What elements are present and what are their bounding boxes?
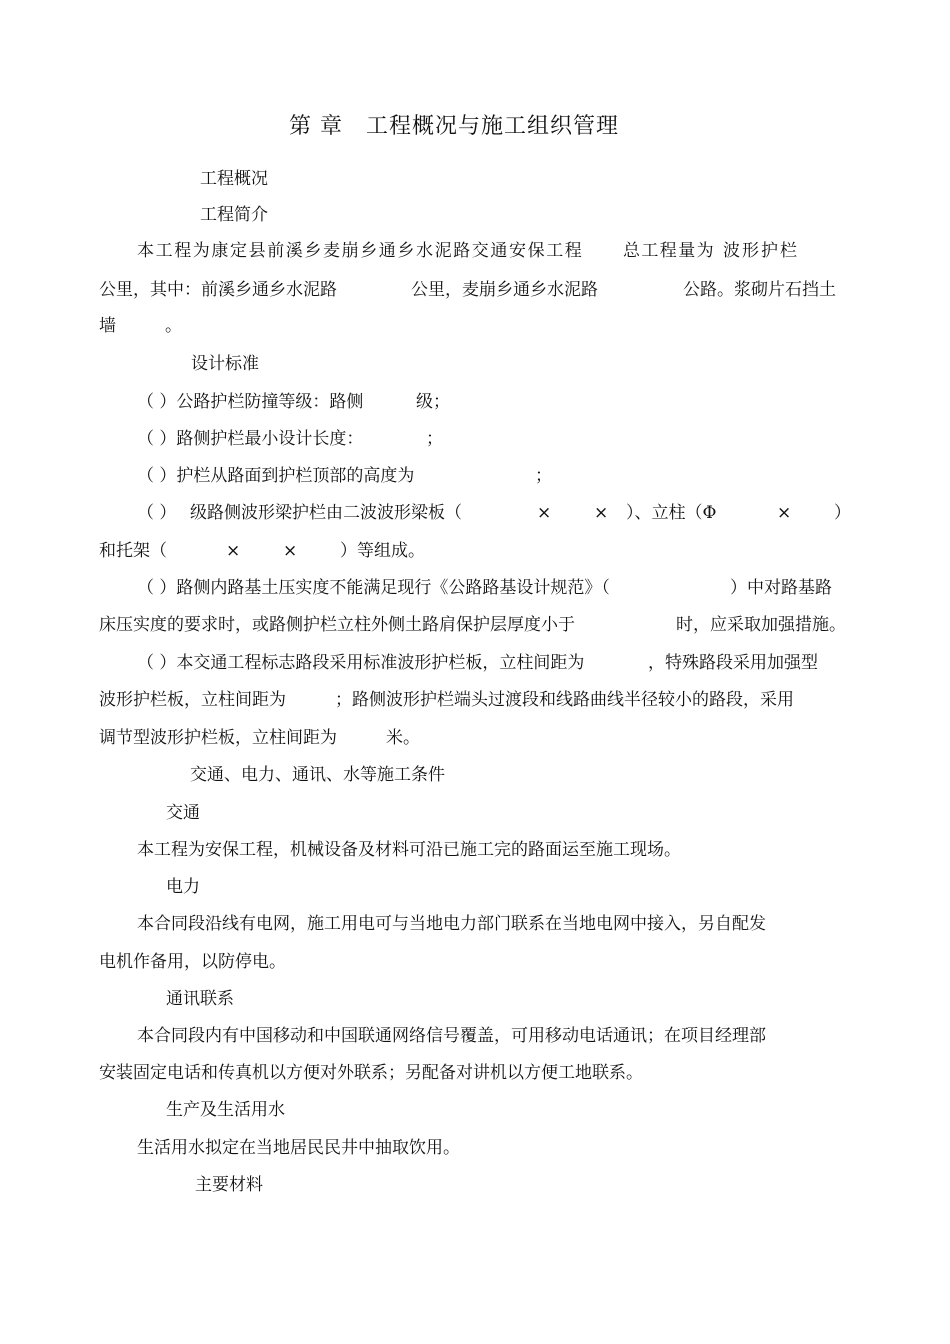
water-heading: 生产及生活用水 <box>166 1100 285 1120</box>
chapter-number: 第 章 <box>289 114 343 139</box>
standard-1-end: 级； <box>416 392 450 412</box>
overview-heading: 工程概况 <box>200 169 268 189</box>
standard-2: （ ）路侧护栏最小设计长度： <box>137 429 364 449</box>
comm-heading: 通讯联系 <box>166 989 234 1009</box>
standard-6-line-2: 波形护栏板，立柱间距为 <box>99 690 286 710</box>
standard-6-line-3-end: 米。 <box>386 728 420 748</box>
standard-4: （ ） <box>137 503 177 523</box>
page-title: 工程概况与施工组织管理 <box>366 114 620 139</box>
standard-5: （ ）路侧内路基土压实度不能满足现行《公路路基设计规范》（ <box>137 578 610 598</box>
intro-line-1a: 本工程为康定县前溪乡麦崩乡通乡水泥路交通安保工程 <box>137 241 584 261</box>
power-paragraph-line-2: 电机作备用，以防停电。 <box>99 952 286 972</box>
times-symbol: × <box>777 503 792 523</box>
times-symbol: × <box>283 541 298 561</box>
times-symbol: × <box>226 541 241 561</box>
standard-5-line-2-end: 时，应采取加强措施。 <box>676 615 846 635</box>
standard-5-line-2: 床压实度的要求时，或路侧护栏立柱外侧土路肩保护层厚度小于 <box>99 615 575 635</box>
intro-line-1b: 总工程量为 <box>623 241 715 261</box>
intro-line-3a: 墙 <box>99 316 116 336</box>
water-paragraph: 生活用水拟定在当地居民民井中抽取饮用。 <box>137 1138 460 1158</box>
intro-line-2b: 公里，麦崩乡通乡水泥路 <box>411 280 598 300</box>
comm-paragraph-line-1: 本合同段内有中国移动和中国联通网络信号覆盖，可用移动电话通讯；在项目经理部 <box>137 1026 766 1046</box>
standard-6-line-3: 调节型波形护栏板，立柱间距为 <box>99 728 337 748</box>
times-symbol: × <box>594 503 609 523</box>
comm-paragraph-line-2: 安装固定电话和传真机以方便对外联系；另配备对讲机以方便工地联系。 <box>99 1063 643 1083</box>
standards-heading: 设计标准 <box>191 354 259 374</box>
standard-4-text: 级路侧波形梁护栏由二波波形梁板（ <box>190 503 462 523</box>
standard-3-end: ； <box>535 466 552 486</box>
standard-4-tail: ）等组成。 <box>340 541 425 561</box>
intro-line-3b: 。 <box>165 316 182 336</box>
standard-6-line-2-end: ；路侧波形护栏端头过渡段和线路曲线半径较小的路段，采用 <box>335 690 794 710</box>
power-paragraph-line-1: 本合同段沿线有电网，施工用电可与当地电力部门联系在当地电网中接入，另自配发 <box>137 914 766 934</box>
standard-4-bracket: 和托架（ <box>99 541 167 561</box>
power-heading: 电力 <box>166 877 200 897</box>
standard-3: （ ）护栏从路面到护栏顶部的高度为 <box>137 466 415 486</box>
intro-heading: 工程简介 <box>200 205 268 225</box>
standard-2-end: ； <box>426 429 443 449</box>
intro-line-2c: 公路。浆砌片石挡土 <box>683 280 836 300</box>
standard-5-cont: ）中对路基路 <box>730 578 832 598</box>
times-symbol: × <box>537 503 552 523</box>
materials-heading: 主要材料 <box>195 1175 263 1195</box>
traffic-heading: 交通 <box>166 803 200 823</box>
standard-4-post: ）、立柱（Φ <box>626 503 717 523</box>
standard-1: （ ）公路护栏防撞等级：路侧 <box>137 392 364 412</box>
traffic-paragraph: 本工程为安保工程，机械设备及材料可沿已施工完的路面运至施工现场。 <box>137 840 681 860</box>
standard-6-cont: ，特殊路段采用加强型 <box>648 653 818 673</box>
standard-4-close: ） <box>834 503 851 523</box>
standard-6: （ ）本交通工程标志路段采用标准波形护栏板，立柱间距为 <box>137 653 585 673</box>
intro-line-1c: 波形护栏 <box>723 241 799 261</box>
conditions-heading: 交通、电力、通讯、水等施工条件 <box>190 765 445 785</box>
intro-line-2a: 公里，其中：前溪乡通乡水泥路 <box>99 280 337 300</box>
